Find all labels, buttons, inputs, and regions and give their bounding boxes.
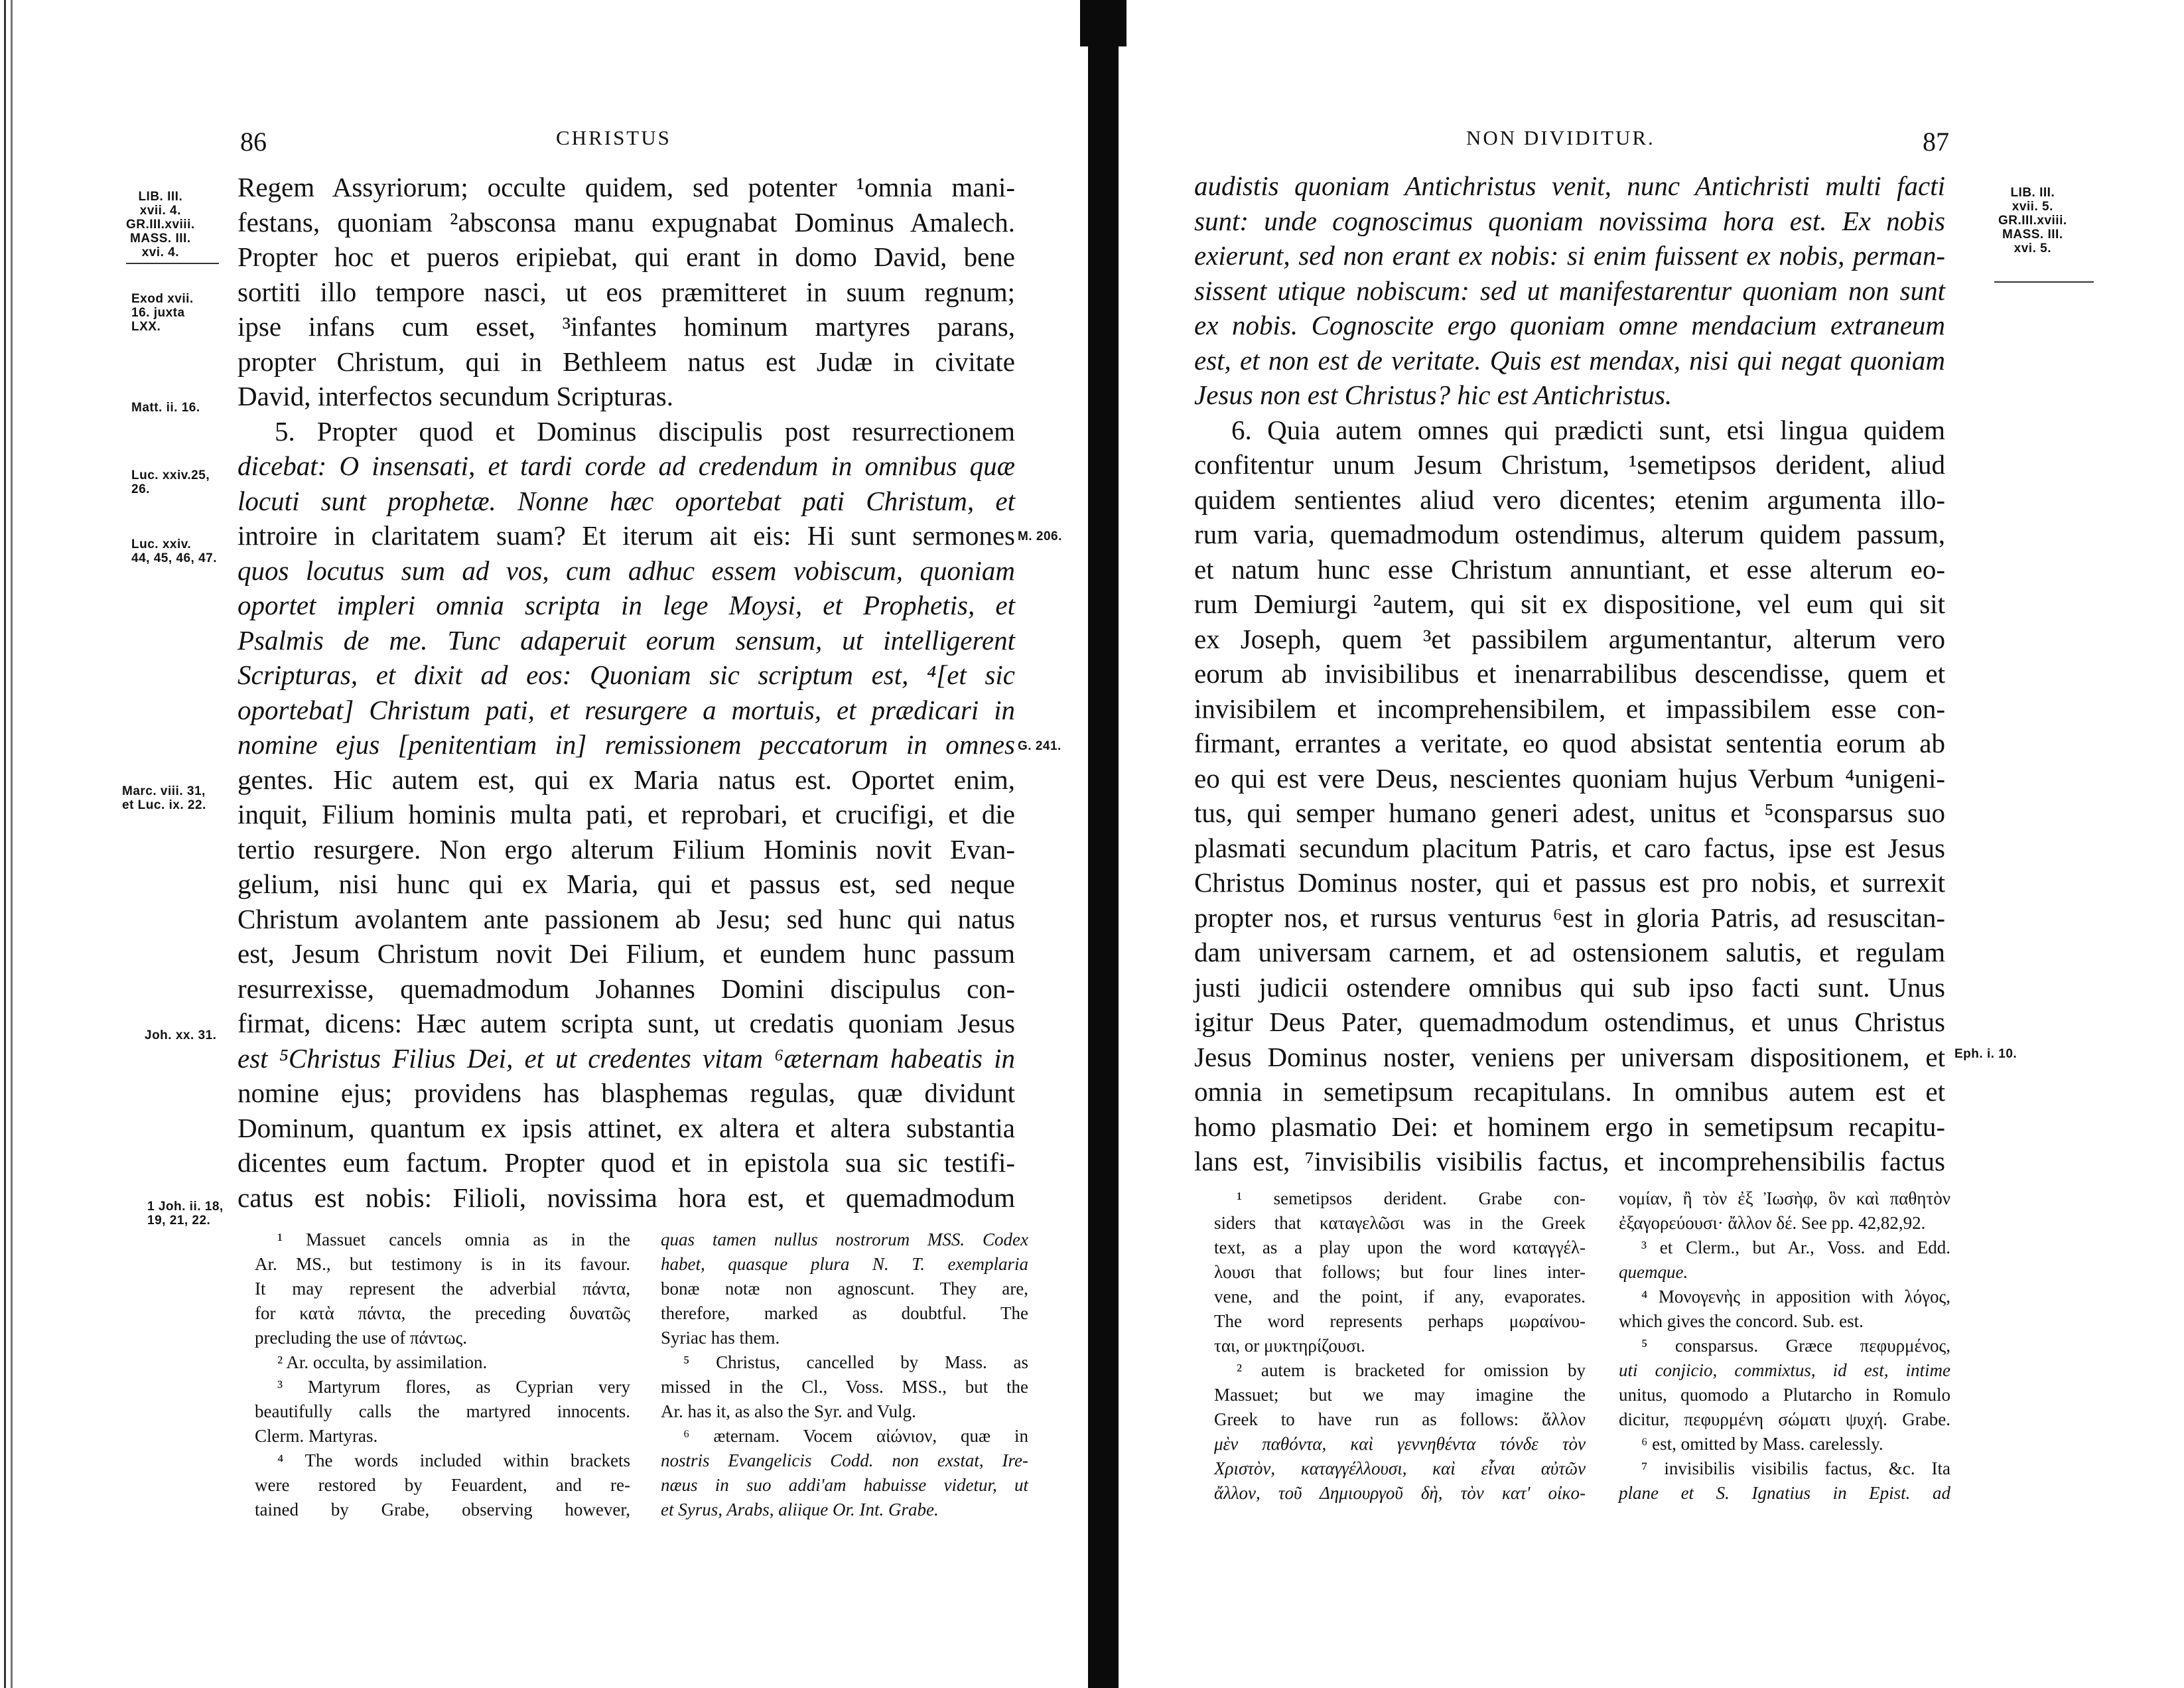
footnotes-col-2: [661, 1228, 1028, 1522]
margin-ref-luc1: [131, 468, 210, 496]
page-number: 87: [1923, 127, 1949, 157]
margin-ref-book: [126, 190, 195, 259]
text-line: propter Christum, qui in Bethleem natus est Judæ in civitate: [238, 346, 1015, 377]
margin-rule: [126, 263, 219, 264]
text-line: tus, qui semper humano generi adest, unitus et ⁵consparsus suo: [1194, 798, 1945, 828]
text-line: 6. Quia autem omnes qui prædicti sunt, etsi lingua quidem: [1231, 414, 1945, 445]
footnote-line: νομίαν, ἢ τὸν ἐξ Ἰωσὴφ, ὃν καὶ παθητὸν: [1619, 1188, 1950, 1208]
text-line: nomine ejus; providens has blasphemas regulas, quæ dividunt: [238, 1078, 1015, 1108]
footnote-line: ἄλλον, τοῦ Δημιουργοῦ δὴ, τὸν κατ' οἰκο-: [1214, 1483, 1586, 1503]
footnote-line: beautifully calls the martyred innocents.: [255, 1401, 630, 1421]
margin-ref-line: xvi. 5.: [2013, 242, 2051, 255]
text-line: rum Demiurgi ²autem, qui sit ex dispositione, vel eum qui sit: [1194, 589, 1945, 619]
footnote-line: bonæ notæ non agnoscunt. They are,: [661, 1279, 1028, 1299]
text-line: catus est nobis: Filioli, novissima hora est, et quemadmodum: [238, 1182, 1015, 1213]
margin-ref-line: MASS. III.: [2002, 228, 2063, 242]
footnote-line: It may represent the adverbial πάντα,: [255, 1279, 630, 1299]
right-margin-ref-m: M. 206.: [1018, 529, 1062, 543]
margin-ref-line: 16. juxta: [131, 306, 185, 320]
text-line: gelium, nisi hunc qui ex Maria, qui et passus est, sed neque: [238, 869, 1015, 899]
footnote-line: were restored by Feuardent, and re-: [255, 1475, 630, 1495]
text-line: Christus Dominus noster, qui et passus est pro nobis, et surrexit: [1194, 867, 1945, 898]
text-line: Christum avolantem ante passionem ab Jesu; sed hunc qui natus: [238, 903, 1015, 934]
text-line: Psalmis de me. Tunc adaperuit eorum sensum, ut intelligerent: [238, 624, 1015, 656]
footnotes-col-2: [1619, 1186, 1950, 1506]
text-line: ipse infans cum esset, ³infantes hominum martyres parans,: [238, 311, 1015, 342]
margin-ref-line: xvii. 5.: [2012, 200, 2053, 214]
margin-ref-line: LIB. III.: [138, 190, 183, 204]
footnote-line: λουσι that follows; but four lines inter-: [1214, 1262, 1586, 1282]
text-line: Regem Assyriorum; occulte quidem, sed potenter ¹omnia mani-: [238, 172, 1015, 202]
margin-ref-line: Matt. ii. 16.: [131, 401, 200, 415]
text-line: 5. Propter quod et Dominus discipulis post resurrectionem: [275, 415, 1015, 447]
margin-ref-book: [1998, 186, 2067, 255]
text-line: igitur Deus Pater, quemadmodum ostendimus, et unus Christus: [1194, 1007, 1945, 1037]
footnote-line: næus in suo addi'am habuisse videtur, ut: [661, 1475, 1028, 1495]
text-line: justi judicii ostendere omnibus qui sub ipso facti sunt. Unus: [1194, 971, 1945, 1003]
footnote-line: ⁵ consparsus. Græce πεφυρμένος,: [1641, 1336, 1950, 1356]
margin-ref-line: Luc. xxiv.25,: [131, 468, 210, 482]
footnote-line: plane et S. Ignatius in Epist. ad: [1619, 1483, 1950, 1503]
text-line: resurrexisse, quemadmodum Johannes Domini discipulus con-: [238, 973, 1015, 1004]
footnote-line: Ar. MS., but testimony is in its favour.: [255, 1254, 630, 1274]
footnote-line: et Syrus, Arabs, aliique Or. Int. Grabe.: [661, 1500, 939, 1519]
footnote-line: quas tamen nullus nostrorum MSS. Codex: [661, 1230, 1028, 1249]
text-line: confitentur unum Jesum Christum, ¹semetipsos derident, aliud: [1194, 449, 1945, 480]
footnote-line: ⁵ Christus, cancelled by Mass. as: [683, 1352, 1028, 1372]
footnote-line: ¹ semetipsos derident. Grabe con-: [1237, 1188, 1586, 1208]
footnote-line: missed in the Cl., Voss. MSS., but the: [661, 1377, 1028, 1397]
text-line: Scripturas, et dixit ad eos: Quoniam sic scriptum est, ⁴[et sic: [238, 660, 1015, 690]
footnotes-col-1: [1214, 1186, 1586, 1506]
footnote-line: Χριστὸν, καταγγέλλουσι, καὶ εἶναι αὐτῶν: [1214, 1458, 1586, 1478]
text-line: propter nos, et rursus venturus ⁶est in gloria Patris, ad resuscitan-: [1194, 902, 1945, 933]
text-line: dam universam carnem, et ad ostensionem salutis, et regulam: [1194, 937, 1945, 967]
footnote-line: ⁶ est, omitted by Mass. carelessly.: [1641, 1434, 1883, 1454]
text-line: rum varia, quemadmodum ostendimus, alterum quidem passum,: [1194, 519, 1945, 549]
text-line: est, et non est de veritate. Quis est mendax, nisi qui negat quoniam: [1194, 344, 1945, 376]
text-line: ex nobis. Cognoscite ergo quoniam omne mendacium extraneum: [1194, 310, 1945, 340]
footnote-line: for κατὰ πάντα, the preceding δυνατῶς: [255, 1303, 630, 1323]
margin-ref-marc: [122, 784, 206, 812]
footnote-line: habet, quasque plura N. T. exemplaria: [661, 1254, 1028, 1274]
book-spine: [1088, 0, 1119, 1688]
main-text: [238, 170, 1015, 1215]
running-head: CHRISTUS: [556, 126, 671, 149]
text-line: sunt: unde cognoscimus quoniam novissima hora est. Ex nobis: [1194, 205, 1945, 236]
text-line: exierunt, sed non erant ex nobis: si enim fuissent ex nobis, perman-: [1194, 240, 1945, 271]
text-line: oportet impleri omnia scripta in lege Moysi, et Prophetis, et: [238, 590, 1015, 620]
footnote-line: siders that καταγελῶσι was in the Greek: [1214, 1213, 1586, 1233]
footnote-line: quemque.: [1619, 1262, 1688, 1282]
footnote-line: Clerm. Martyras.: [255, 1426, 378, 1446]
margin-ref-line: Eph. i. 10.: [1954, 1047, 2017, 1061]
margin-ref-line: 1 Joh. ii. 18,: [147, 1200, 224, 1214]
margin-ref-matt: [131, 401, 200, 415]
text-line: Jesus Dominus noster, veniens per universam dispositionem, et: [1194, 1041, 1945, 1072]
footnote-line: therefore, marked as doubtful. The: [661, 1303, 1028, 1323]
margin-ref-line: GR.III.xviii.: [1998, 214, 2067, 228]
text-line: firmant, errantes a veritate, eo quod absistat sententia eorum ab: [1194, 728, 1945, 758]
text-line: dicebat: O insensati, et tardi corde ad credendum in omnibus quæ: [238, 451, 1015, 481]
text-line: gentes. Hic autem est, qui ex Maria natus est. Oportet enim,: [238, 764, 1015, 795]
footnote-line: Massuet; but we may imagine the: [1214, 1385, 1586, 1405]
text-line: et natum hunc esse Christum annuntiant, et esse alterum eo-: [1194, 553, 1945, 585]
text-line: tertio resurgere. Non ergo alterum Filium Hominis novit Evan-: [238, 833, 1015, 865]
footnote-line: ται, or μυκτηρίζουσι.: [1214, 1336, 1365, 1356]
running-head: NON DIVIDITUR.: [1466, 126, 1655, 149]
text-line: est ⁵Christus Filius Dei, et ut credentes vitam ⁶æternam habeatis in: [238, 1042, 1015, 1074]
margin-ref-line: LXX.: [131, 320, 161, 334]
footnote-line: Syriac has them.: [661, 1328, 780, 1348]
left-page: [0, 0, 1081, 1688]
right-page: [1128, 0, 2184, 1688]
footnote-line: vene, and the point, if any, evaporates.: [1214, 1287, 1586, 1306]
text-line: sortiti illo tempore nasci, ut eos præmitteret in suum regnum;: [238, 276, 1015, 307]
text-line: Jesus non est Christus? hic est Antichristus.: [1194, 380, 1672, 410]
footnote-line: uti conjicio, commixtus, id est, intime: [1619, 1360, 1950, 1380]
footnote-line: ⁷ invisibilis visibilis factus, &c. Ita: [1641, 1458, 1950, 1478]
margin-ref-line: 19, 21, 22.: [147, 1214, 211, 1228]
footnote-line: nostris Evangelicis Codd. non exstat, Ire-: [661, 1450, 1028, 1470]
text-line: plasmati secundum placitum Patris, et caro factus, ipse est Jesus: [1194, 832, 1945, 863]
footnote-line: Ar. has it, as also the Syr. and Vulg.: [661, 1401, 916, 1421]
margin-ref-line: 44, 45, 46, 47.: [131, 551, 217, 565]
text-line: lans est, ⁷invisibilis visibilis factus, et incomprehensibilis factus: [1194, 1146, 1945, 1176]
margin-ref-line: et Luc. ix. 22.: [122, 798, 206, 812]
footnote-line: precluding the use of πάντως.: [255, 1328, 467, 1348]
footnote-line: text, as a play upon the word καταγγέλ-: [1214, 1237, 1586, 1257]
text-line: sissent utique nobiscum: sed ut manifestarentur quoniam non sunt: [1194, 275, 1945, 306]
footnotes-col-1: [255, 1228, 630, 1522]
main-text: [1194, 169, 1945, 1179]
footnote-line: ⁴ The words included within brackets: [277, 1450, 630, 1470]
margin-ref-luc2: [131, 537, 217, 565]
text-line: Propter hoc et pueros eripiebat, qui erant in domo David, bene: [238, 242, 1015, 272]
footnote-line: dicitur, πεφυρμένη σώματι ψυχή. Grabe.: [1619, 1409, 1950, 1429]
text-line: est, Jesum Christum novit Dei Filium, et eundem hunc passum: [238, 938, 1015, 969]
text-line: ex Joseph, quem ³et passibilem argumentantur, alterum vero: [1194, 623, 1945, 654]
footnote-line: The word represents perhaps μωραίνου-: [1214, 1311, 1586, 1331]
text-line: nomine ejus [penitentiam in] remissionem peccatorum in omnes: [238, 729, 1015, 760]
footnote-line: Greek to have run as follows: ἄλλον: [1214, 1409, 1586, 1429]
text-line: introire in claritatem suam? Et iterum ait eis: Hi sunt sermones: [238, 520, 1015, 551]
text-line: quos locutus sum ad vos, cum adhuc essem vobiscum, quoniam: [238, 555, 1015, 586]
footnote-line: ⁴ Μονογενὴς in apposition with λόγος,: [1641, 1287, 1950, 1306]
text-line: David, interfectos secundum Scripturas.: [238, 381, 673, 411]
text-line: homo plasmatio Dei: et hominem ergo in semetipsum recapitu-: [1194, 1111, 1945, 1142]
text-line: Dominum, quantum ex ipsis attinet, ex altera et altera substantia: [238, 1112, 1015, 1143]
text-line: inquit, Filium hominis multa pati, et reprobari, et crucifigi, et die: [238, 799, 1015, 829]
margin-ref-line: xvi. 4.: [141, 246, 179, 259]
margin-ref-line: Joh. xx. 31.: [145, 1028, 217, 1042]
margin-ref-line: LIB. III.: [2010, 186, 2055, 200]
margin-ref-line: 26.: [131, 482, 150, 496]
margin-ref-exod: [131, 292, 194, 334]
footnote-line: μὲν παθόντα, καὶ γεννηθέντα τόνδε τὸν: [1214, 1434, 1586, 1454]
right-margin-ref-g: G. 241.: [1018, 739, 1061, 753]
margin-ref-line: Marc. viii. 31,: [122, 784, 206, 798]
margin-ref-1joh: [147, 1200, 224, 1228]
book-spine-top: [1080, 0, 1126, 46]
text-line: oportebat] Christum pati, et resurgere a mortuis, et prædicari in: [238, 694, 1015, 725]
text-line: omnia in semetipsum recapitulans. In omnibus autem est et: [1194, 1076, 1945, 1107]
text-line: locuti sunt prophetæ. Nonne hæc oportebat pati Christum, et: [238, 485, 1015, 516]
footnote-line: ¹ Massuet cancels omnia as in the: [277, 1230, 630, 1249]
footnote-line: ² autem is bracketed for omission by: [1237, 1360, 1586, 1380]
footnote-line: unitus, quomodo a Plutarcho in Romulo: [1619, 1385, 1950, 1405]
footnote-line: ⁶ æternam. Vocem αἰώνιον, quæ in: [683, 1426, 1028, 1446]
margin-ref-eph: [1954, 1047, 2017, 1061]
text-line: audistis quoniam Antichristus venit, nunc Antichristi multi facti: [1194, 171, 1945, 201]
text-line: dicentes eum factum. Propter quod et in epistola sua sic testifi-: [238, 1147, 1015, 1178]
margin-ref-line: GR.III.xviii.: [126, 218, 195, 232]
margin-ref-joh: [145, 1028, 216, 1042]
text-line: festans, quoniam ²absconsa manu expugnabat Dominus Amalech.: [238, 206, 1015, 238]
text-line: firmat, dicens: Hæc autem scripta sunt, ut credatis quoniam Jesus: [238, 1008, 1015, 1038]
text-line: eo qui est vere Deus, nescientes quoniam hujus Verbum ⁴unigeni-: [1194, 762, 1945, 794]
page-number: 86: [240, 127, 267, 157]
margin-rule: [1994, 281, 2094, 283]
text-line: invisibilem et incomprehensibilem, et impassibilem esse con-: [1194, 693, 1945, 724]
margin-ref-line: xvii. 4.: [139, 204, 181, 218]
text-line: eorum ab invisibilibus et inenarrabilibus descendisse, quem et: [1194, 658, 1945, 689]
footnote-line: ² Ar. occulta, by assimilation.: [277, 1352, 488, 1372]
margin-ref-line: Exod xvii.: [131, 292, 194, 306]
text-line: quidem sentientes aliud vero dicentes; etenim argumenta illo-: [1194, 484, 1945, 515]
footnote-line: ³ et Clerm., but Ar., Voss. and Edd.: [1641, 1237, 1950, 1257]
footnote-line: ³ Martyrum flores, as Cyprian very: [277, 1377, 630, 1397]
margin-ref-line: MASS. III.: [130, 232, 191, 246]
footnote-line: tained by Grabe, observing however,: [255, 1500, 630, 1519]
footnote-line: ἐξαγορεύουσι· ἄλλον δέ. See pp. 42,82,92.: [1619, 1213, 1926, 1233]
footnote-line: which gives the concord. Sub. est.: [1619, 1311, 1864, 1331]
margin-ref-line: Luc. xxiv.: [131, 537, 192, 551]
